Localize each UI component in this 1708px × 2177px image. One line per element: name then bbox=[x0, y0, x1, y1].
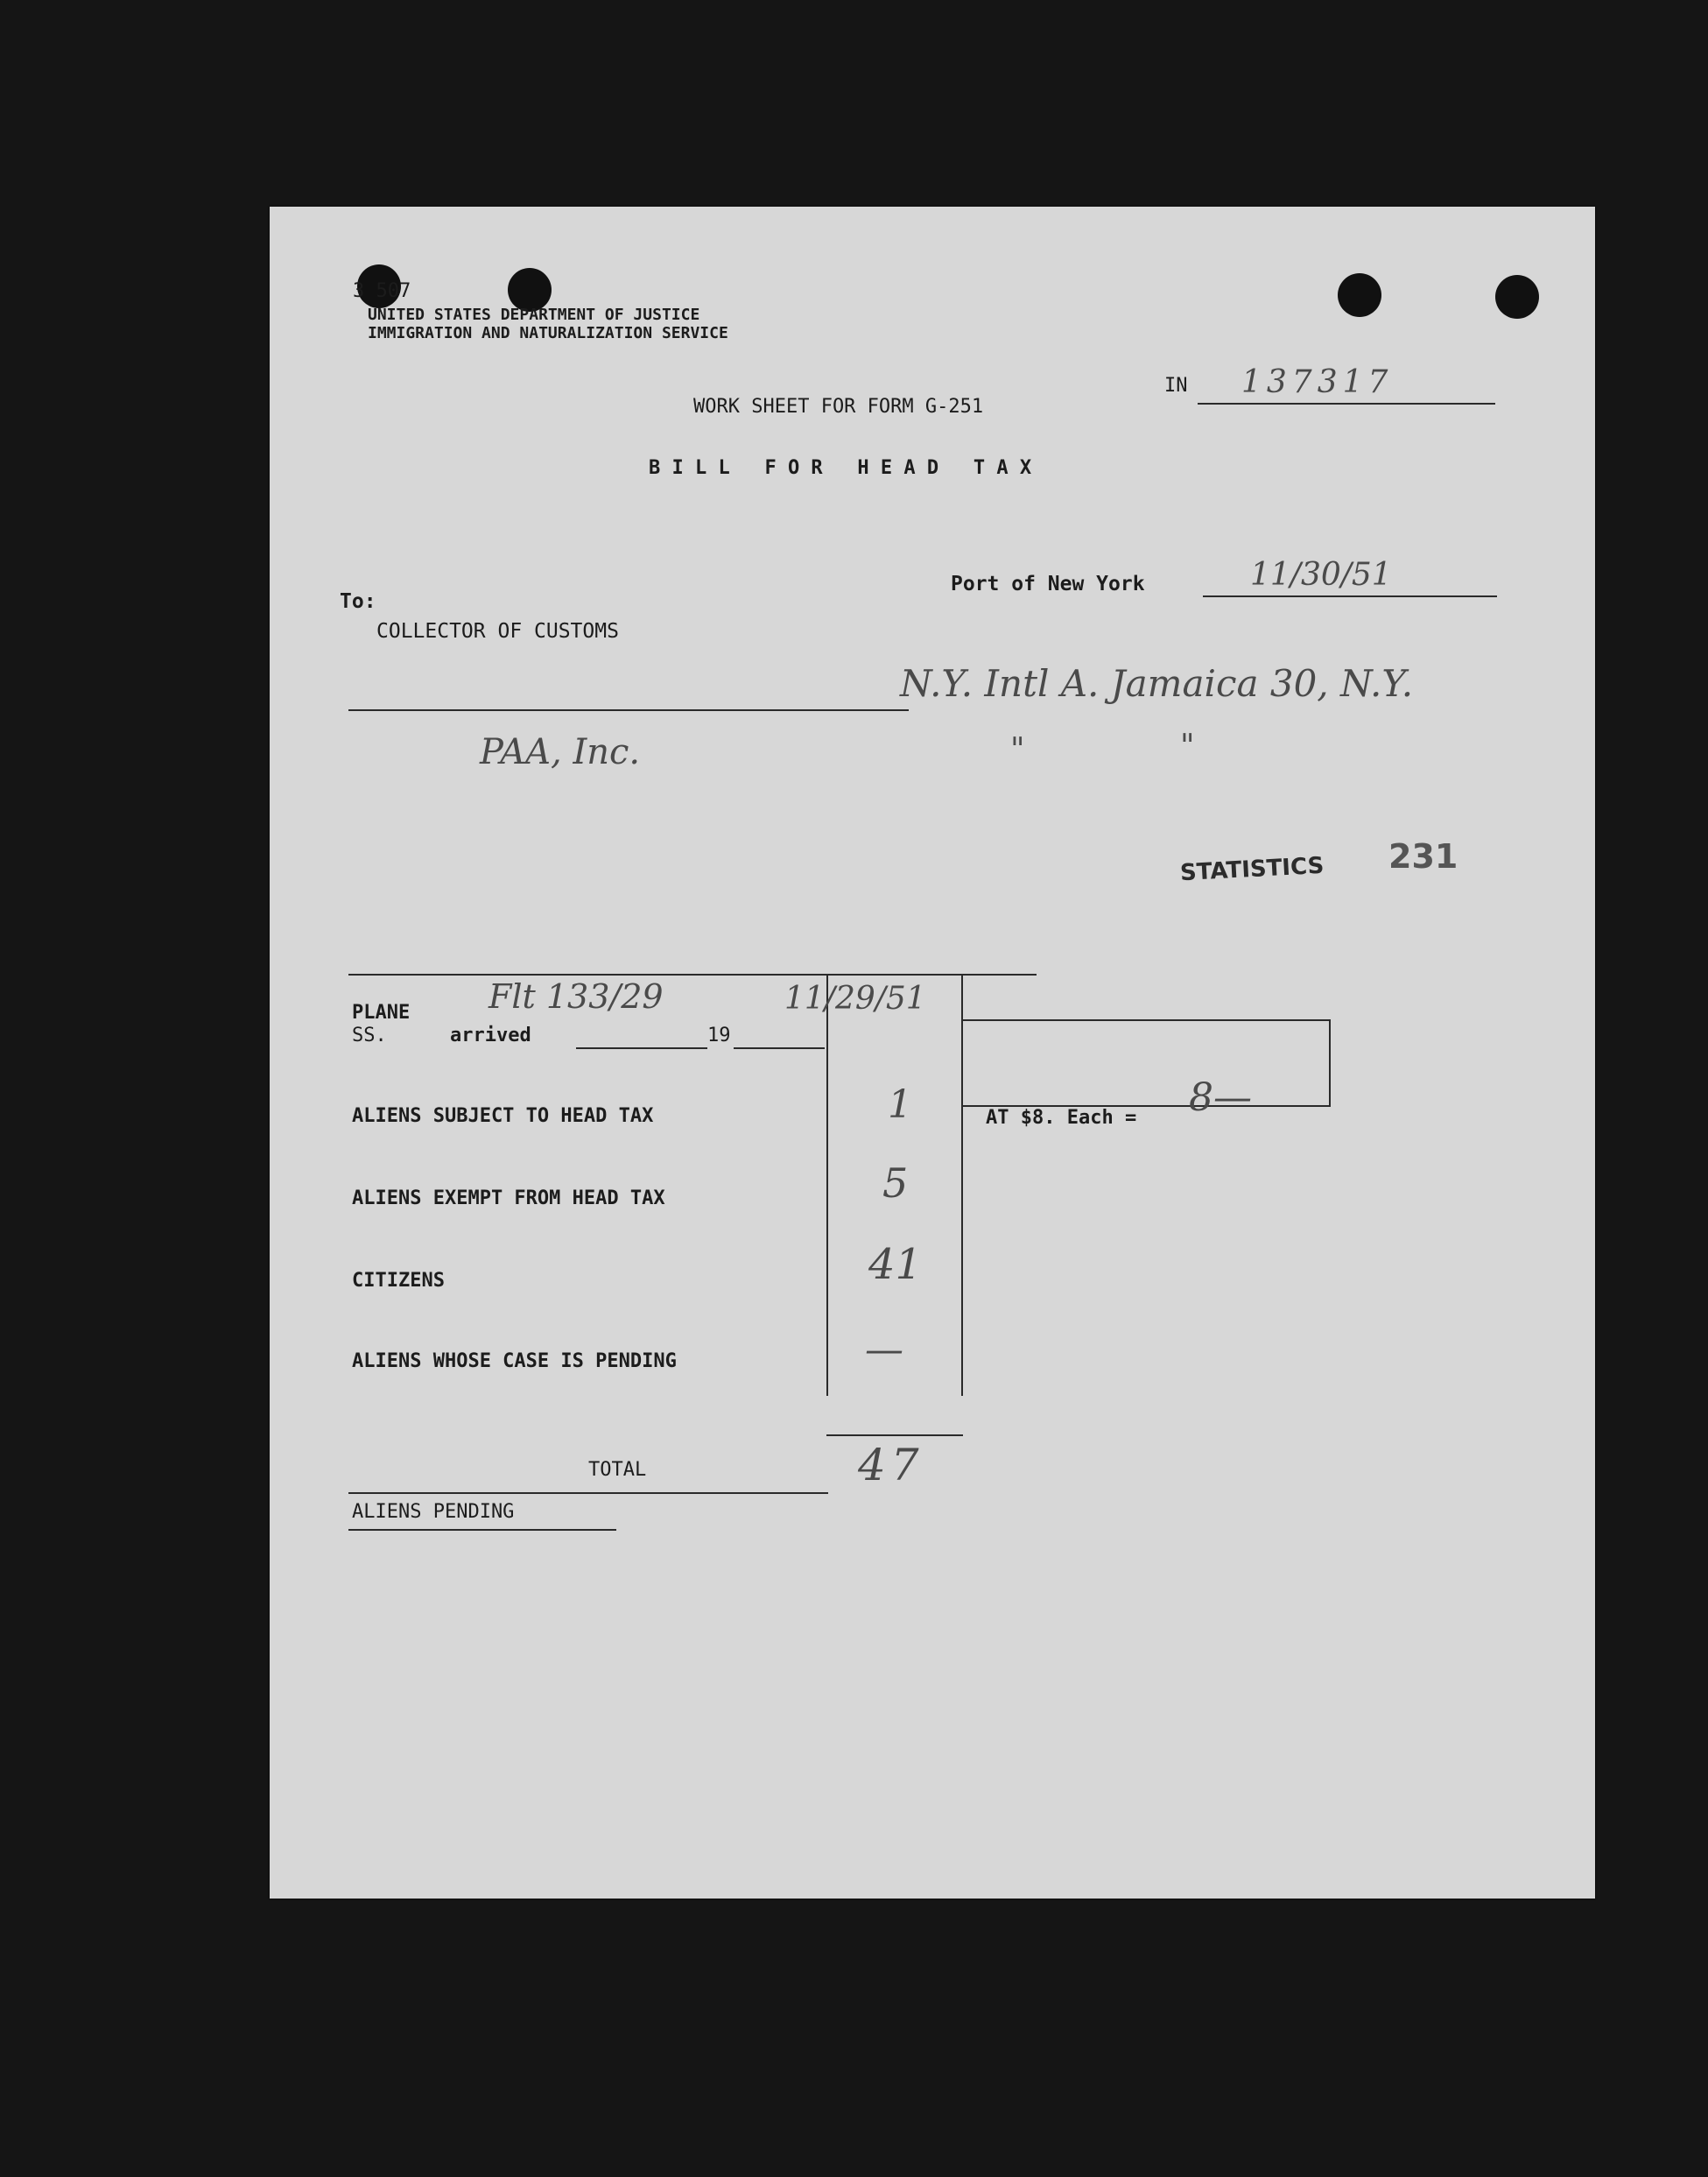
arrived-label: arrived bbox=[450, 1025, 531, 1046]
rate-amount: 8— bbox=[1189, 1075, 1252, 1120]
handwritten-ditto-1: " bbox=[1010, 732, 1025, 768]
form-subtitle: B I L L F O R H E A D T A X bbox=[649, 457, 1032, 479]
punch-hole bbox=[1495, 275, 1539, 319]
handwritten-location: N.Y. Intl A. Jamaica 30, N.Y. bbox=[900, 662, 1414, 705]
rate-box-top bbox=[963, 1019, 1331, 1021]
statistics-number: 231 bbox=[1388, 837, 1458, 876]
form-title: WORK SHEET FOR FORM G-251 bbox=[693, 396, 984, 418]
total-top-line bbox=[826, 1434, 963, 1436]
agency-line-1: UNITED STATES DEPARTMENT OF JUSTICE bbox=[368, 306, 700, 324]
row-label-subject: ALIENS SUBJECT TO HEAD TAX bbox=[352, 1105, 654, 1127]
handwritten-carrier: PAA, Inc. bbox=[480, 732, 641, 772]
aliens-pending-label: ALIENS PENDING bbox=[352, 1501, 515, 1523]
row-label-exempt: ALIENS EXEMPT FROM HEAD TAX bbox=[352, 1187, 665, 1209]
address-line bbox=[348, 709, 909, 711]
in-number: 137317 bbox=[1241, 364, 1394, 400]
handwritten-ditto-2: " bbox=[1180, 729, 1195, 764]
agency-line-2: IMMIGRATION AND NATURALIZATION SERVICE bbox=[368, 324, 728, 342]
collector-label: COLLECTOR OF CUSTOMS bbox=[376, 620, 619, 643]
document-sheet bbox=[270, 207, 1595, 1899]
ss-label: SS. bbox=[352, 1025, 387, 1046]
port-label: Port of New York bbox=[951, 573, 1145, 595]
punch-hole bbox=[1338, 273, 1381, 317]
row-value-subject: 1 bbox=[888, 1082, 912, 1127]
row-value-citizens: 41 bbox=[868, 1240, 923, 1289]
in-number-underline bbox=[1198, 403, 1495, 405]
rate-label: AT $8. Each = bbox=[986, 1107, 1137, 1129]
total-value: 47 bbox=[858, 1440, 924, 1490]
to-label: To: bbox=[340, 590, 376, 613]
aliens-pending-underline bbox=[348, 1529, 616, 1531]
flight-number: Flt 133/29 bbox=[489, 977, 664, 1016]
row-label-pending: ALIENS WHOSE CASE IS PENDING bbox=[352, 1350, 677, 1372]
arrived-underline bbox=[576, 1047, 707, 1049]
row-value-pending: — bbox=[865, 1328, 903, 1372]
file-number: 3 507 bbox=[353, 280, 411, 302]
in-label: IN bbox=[1164, 375, 1188, 397]
port-date-underline bbox=[1203, 595, 1497, 597]
table-right-border bbox=[961, 974, 963, 1396]
year-prefix: 19 bbox=[707, 1025, 731, 1046]
port-date: 11/30/51 bbox=[1250, 557, 1392, 593]
row-value-exempt: 5 bbox=[882, 1159, 909, 1207]
arrival-date: 11/29/51 bbox=[784, 981, 926, 1017]
table-top-line bbox=[348, 974, 1037, 976]
row-label-citizens: CITIZENS bbox=[352, 1270, 445, 1292]
rate-box-right bbox=[1329, 1019, 1331, 1107]
year-underline bbox=[734, 1047, 825, 1049]
table-divider bbox=[826, 974, 828, 1396]
plane-label: PLANE bbox=[352, 1002, 411, 1024]
statistics-stamp: STATISTICS bbox=[1179, 852, 1325, 887]
total-bottom-line bbox=[348, 1492, 828, 1494]
total-label: TOTAL bbox=[588, 1459, 647, 1481]
